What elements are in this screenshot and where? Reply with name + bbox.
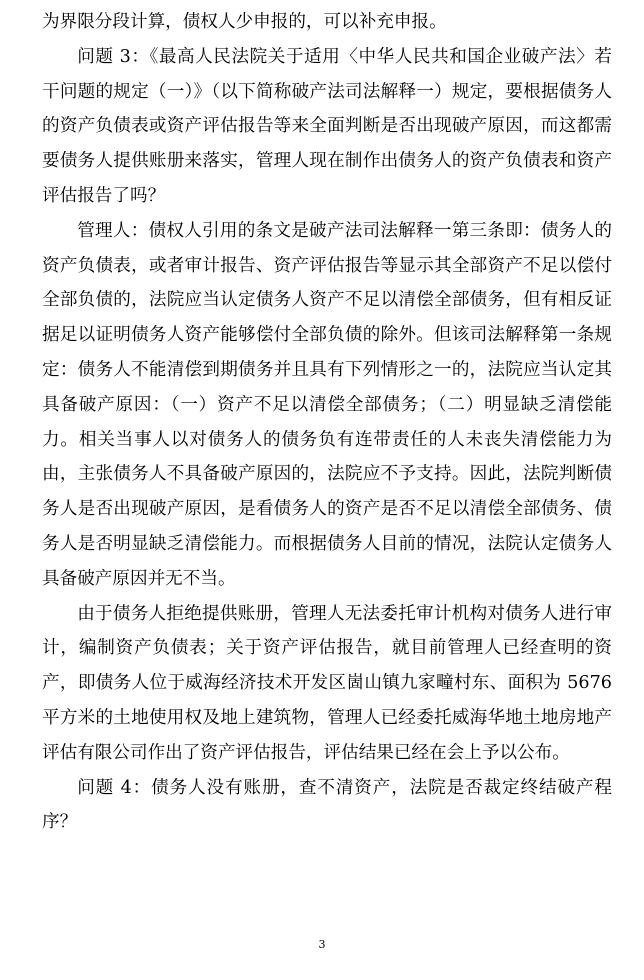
paragraph-audit-explanation: 由于债务人拒绝提供账册，管理人无法委托审计机构对债务人进行审计，编制资产负债表；关于资产评估报告，就目前管理人已经查明的资产，即债务人位于威海经济技术开发区崮山镇九家疃村东、面积为 5676 平方米的土地使用权及地上建筑物，管理人已经委托威海华地土地房地产评估有限公司作出了资产评估报告，评估结果已经在会上予以公布。 [42,603,612,763]
paragraph-1: 为界限分段计算，债权人少申报的，可以补充申报。 [42,12,447,32]
paragraph-administrator-reply: 管理人：债权人引用的条文是破产法司法解释一第三条即：债务人的资产负债表，或者审计报告、资产评估报告等显示其全部资产不足以偿付全部负债的，法院应当认定债务人资产不足以清偿全部债务，但有相反证据足以证明债务人资产能够偿付全部负债的除外。但该司法解释第一条规定：债务人不能清偿到期债务并且具有下列情形之一的，法院应当认定其具备破产原因：（一）资产不足以清偿全部债务；（二）明显缺乏清偿能力。相关当事人以对债务人的债务负有连带责任的人未丧失清偿能力为由，主张债务人不具备破产原因的，法院应不予支持。因此，法院判断债务人是否出现破产原因，是看债务人的资产是否不足以清偿全部债务、债务人是否明显缺乏清偿能力。而根据债务人目前的情况，法院认定债务人具备破产原因并无不当。 [42,220,612,589]
page-number: 3 [318,938,326,951]
paragraph-question-4: 问题 4：债务人没有账册，查不清资产，法院是否裁定终结破产程序？ [42,777,612,833]
body-text [42,5,612,840]
paragraph-question-3: 问题 3：《最高人民法院关于适用〈中华人民共和国企业破产法〉若干问题的规定（一）》（以下简称破产法司法解释一）规定，要根据债务人的资产负债表或资产评估报告等来全面判断是否出现破产原因，而这都需要债务人提供账册来落实，管理人现在制作出债务人的资产负债表和资产评估报告了吗？ [42,46,612,206]
